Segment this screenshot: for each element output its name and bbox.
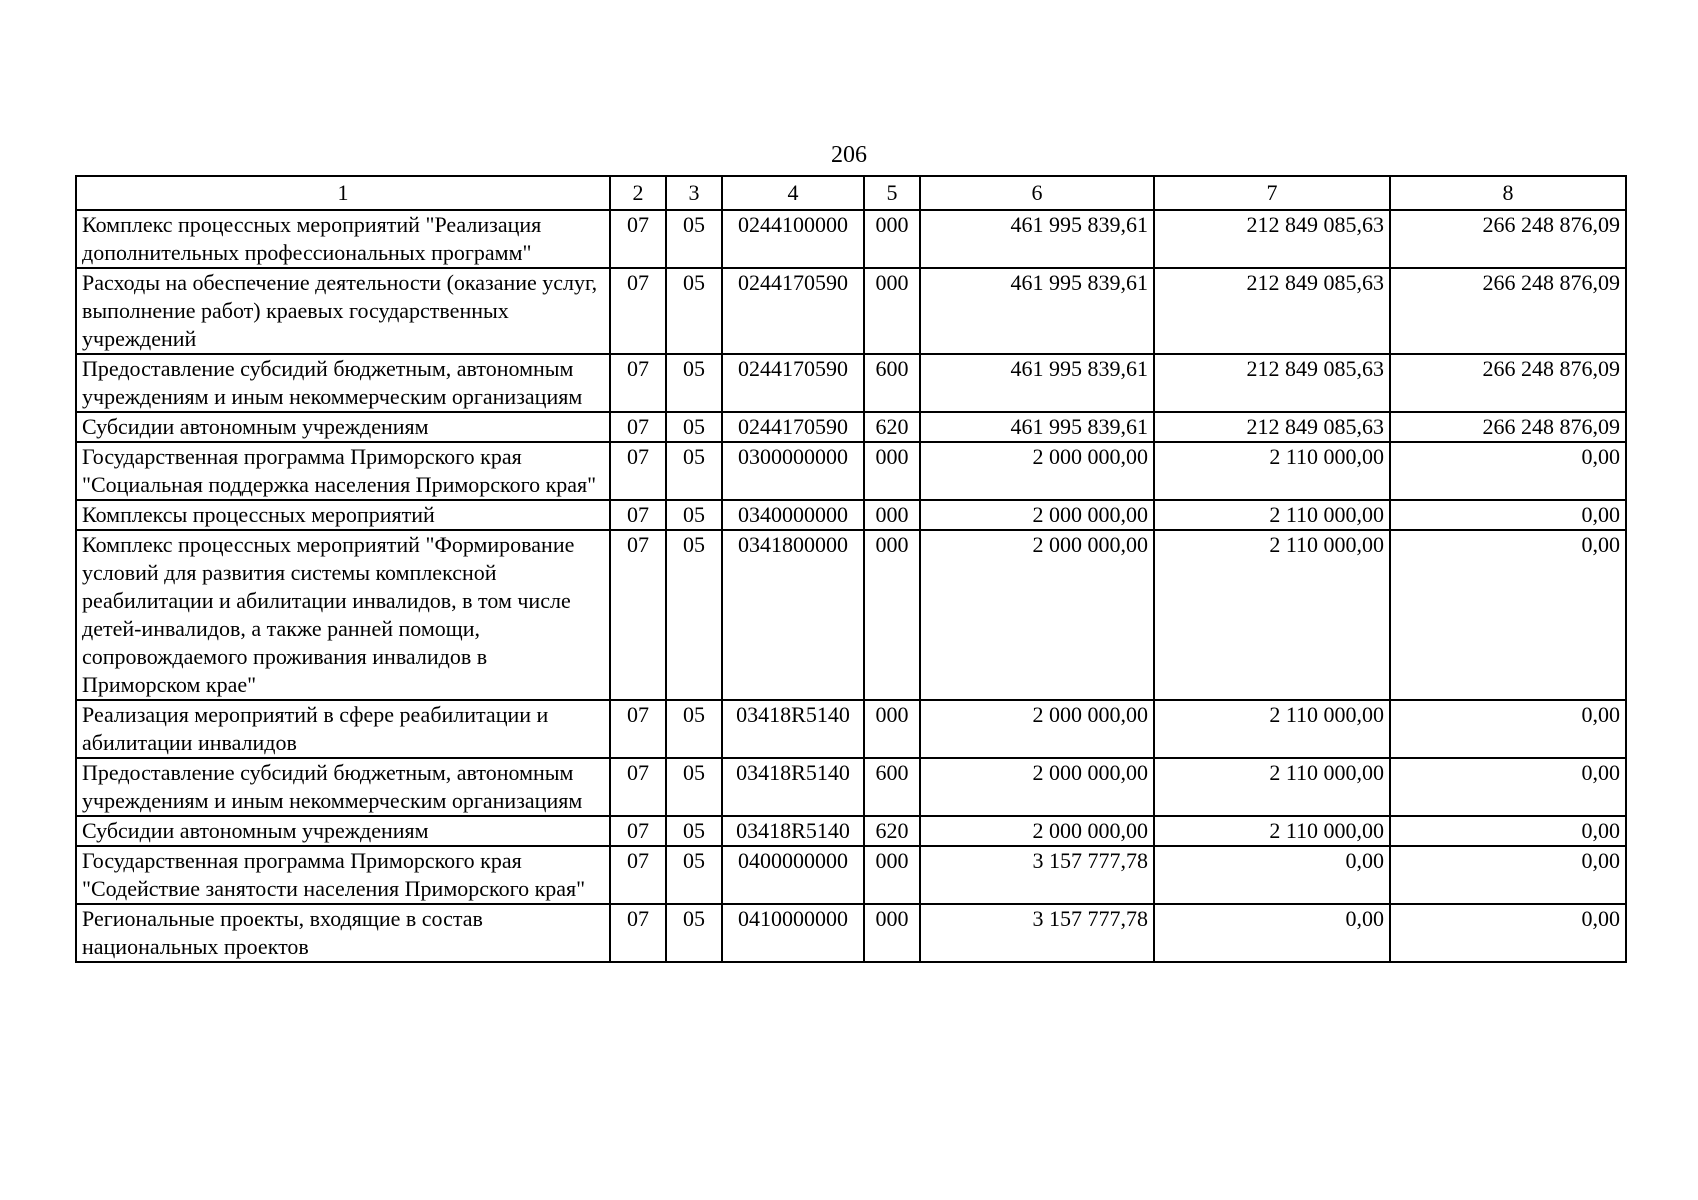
subsection-code: 05 xyxy=(666,442,722,500)
amount-col7: 2 110 000,00 xyxy=(1154,442,1390,500)
table-row xyxy=(76,442,1626,500)
row-name: Государственная программа Приморского края "Социальная поддержка населения Приморского края" xyxy=(76,442,610,500)
section-code: 07 xyxy=(610,700,666,758)
amount-col8: 0,00 xyxy=(1390,758,1626,816)
expense-type-code: 620 xyxy=(864,412,920,442)
amount-col7: 0,00 xyxy=(1154,846,1390,904)
expense-type-code: 000 xyxy=(864,442,920,500)
subsection-code: 05 xyxy=(666,412,722,442)
amount-col8: 0,00 xyxy=(1390,846,1626,904)
expense-type-code: 000 xyxy=(864,500,920,530)
target-article-code: 0300000000 xyxy=(722,442,864,500)
column-header: 1 xyxy=(76,176,610,210)
row-name: Региональные проекты, входящие в состав национальных проектов xyxy=(76,904,610,962)
row-name: Комплекс процессных мероприятий "Реализация дополнительных профессиональных программ" xyxy=(76,210,610,268)
table-row xyxy=(76,530,1626,700)
target-article-code: 0244170590 xyxy=(722,268,864,354)
section-code: 07 xyxy=(610,268,666,354)
amount-col8: 0,00 xyxy=(1390,500,1626,530)
column-header: 3 xyxy=(666,176,722,210)
column-header: 4 xyxy=(722,176,864,210)
subsection-code: 05 xyxy=(666,210,722,268)
amount-col8: 0,00 xyxy=(1390,700,1626,758)
subsection-code: 05 xyxy=(666,846,722,904)
column-header: 5 xyxy=(864,176,920,210)
subsection-code: 05 xyxy=(666,268,722,354)
target-article-code: 0400000000 xyxy=(722,846,864,904)
section-code: 07 xyxy=(610,412,666,442)
row-name: Государственная программа Приморского края "Содействие занятости населения Приморского края" xyxy=(76,846,610,904)
target-article-code: 0340000000 xyxy=(722,500,864,530)
section-code: 07 xyxy=(610,904,666,962)
row-name: Предоставление субсидий бюджетным, автономным учреждениям и иным некоммерческим организациям xyxy=(76,354,610,412)
table-row xyxy=(76,700,1626,758)
subsection-code: 05 xyxy=(666,700,722,758)
amount-col7: 212 849 085,63 xyxy=(1154,210,1390,268)
amount-col6: 2 000 000,00 xyxy=(920,442,1154,500)
amount-col7: 2 110 000,00 xyxy=(1154,816,1390,846)
row-name: Субсидии автономным учреждениям xyxy=(76,816,610,846)
amount-col6: 2 000 000,00 xyxy=(920,500,1154,530)
amount-col6: 3 157 777,78 xyxy=(920,846,1154,904)
amount-col6: 2 000 000,00 xyxy=(920,816,1154,846)
amount-col6: 461 995 839,61 xyxy=(920,354,1154,412)
amount-col8: 266 248 876,09 xyxy=(1390,210,1626,268)
column-header: 6 xyxy=(920,176,1154,210)
amount-col7: 2 110 000,00 xyxy=(1154,758,1390,816)
section-code: 07 xyxy=(610,442,666,500)
amount-col8: 0,00 xyxy=(1390,816,1626,846)
subsection-code: 05 xyxy=(666,354,722,412)
budget-table xyxy=(75,175,1627,963)
expense-type-code: 000 xyxy=(864,846,920,904)
amount-col6: 461 995 839,61 xyxy=(920,268,1154,354)
amount-col8: 266 248 876,09 xyxy=(1390,412,1626,442)
row-name: Комплексы процессных мероприятий xyxy=(76,500,610,530)
expense-type-code: 000 xyxy=(864,210,920,268)
expense-type-code: 000 xyxy=(864,268,920,354)
amount-col6: 3 157 777,78 xyxy=(920,904,1154,962)
subsection-code: 05 xyxy=(666,500,722,530)
expense-type-code: 000 xyxy=(864,700,920,758)
target-article-code: 0410000000 xyxy=(722,904,864,962)
expense-type-code: 600 xyxy=(864,758,920,816)
expense-type-code: 000 xyxy=(864,530,920,700)
section-code: 07 xyxy=(610,530,666,700)
row-name: Расходы на обеспечение деятельности (оказание услуг, выполнение работ) краевых государственных учреждений xyxy=(76,268,610,354)
amount-col7: 2 110 000,00 xyxy=(1154,530,1390,700)
amount-col8: 0,00 xyxy=(1390,530,1626,700)
amount-col7: 2 110 000,00 xyxy=(1154,700,1390,758)
target-article-code: 03418R5140 xyxy=(722,758,864,816)
table-row xyxy=(76,354,1626,412)
expense-type-code: 620 xyxy=(864,816,920,846)
target-article-code: 03418R5140 xyxy=(722,700,864,758)
row-name: Комплекс процессных мероприятий "Формирование условий для развития системы комплексной реабилитации и абилитации инвалидов, в том числе детей-инвалидов, а также ранней помощи, сопровождаемого проживания инвалидов в Приморском крае" xyxy=(76,530,610,700)
row-name: Реализация мероприятий в сфере реабилитации и абилитации инвалидов xyxy=(76,700,610,758)
subsection-code: 05 xyxy=(666,816,722,846)
amount-col6: 2 000 000,00 xyxy=(920,758,1154,816)
section-code: 07 xyxy=(610,210,666,268)
table-row xyxy=(76,846,1626,904)
amount-col8: 266 248 876,09 xyxy=(1390,268,1626,354)
amount-col6: 2 000 000,00 xyxy=(920,700,1154,758)
amount-col7: 0,00 xyxy=(1154,904,1390,962)
amount-col7: 2 110 000,00 xyxy=(1154,500,1390,530)
amount-col6: 461 995 839,61 xyxy=(920,210,1154,268)
amount-col6: 461 995 839,61 xyxy=(920,412,1154,442)
target-article-code: 0341800000 xyxy=(722,530,864,700)
subsection-code: 05 xyxy=(666,530,722,700)
table-row xyxy=(76,268,1626,354)
column-header: 2 xyxy=(610,176,666,210)
expense-type-code: 600 xyxy=(864,354,920,412)
row-name: Субсидии автономным учреждениям xyxy=(76,412,610,442)
table-row xyxy=(76,904,1626,962)
amount-col7: 212 849 085,63 xyxy=(1154,354,1390,412)
table-row xyxy=(76,412,1626,442)
section-code: 07 xyxy=(610,758,666,816)
target-article-code: 0244100000 xyxy=(722,210,864,268)
amount-col7: 212 849 085,63 xyxy=(1154,412,1390,442)
table-row xyxy=(76,210,1626,268)
row-name: Предоставление субсидий бюджетным, автономным учреждениям и иным некоммерческим организациям xyxy=(76,758,610,816)
column-header: 8 xyxy=(1390,176,1626,210)
column-header: 7 xyxy=(1154,176,1390,210)
section-code: 07 xyxy=(610,846,666,904)
amount-col6: 2 000 000,00 xyxy=(920,530,1154,700)
amount-col8: 0,00 xyxy=(1390,442,1626,500)
table-row xyxy=(76,500,1626,530)
subsection-code: 05 xyxy=(666,904,722,962)
target-article-code: 03418R5140 xyxy=(722,816,864,846)
page-number: 206 xyxy=(831,142,867,168)
subsection-code: 05 xyxy=(666,758,722,816)
section-code: 07 xyxy=(610,354,666,412)
amount-col8: 0,00 xyxy=(1390,904,1626,962)
header-row xyxy=(76,176,1626,210)
amount-col7: 212 849 085,63 xyxy=(1154,268,1390,354)
target-article-code: 0244170590 xyxy=(722,354,864,412)
target-article-code: 0244170590 xyxy=(722,412,864,442)
section-code: 07 xyxy=(610,500,666,530)
table-row xyxy=(76,758,1626,816)
amount-col8: 266 248 876,09 xyxy=(1390,354,1626,412)
table-row xyxy=(76,816,1626,846)
section-code: 07 xyxy=(610,816,666,846)
expense-type-code: 000 xyxy=(864,904,920,962)
